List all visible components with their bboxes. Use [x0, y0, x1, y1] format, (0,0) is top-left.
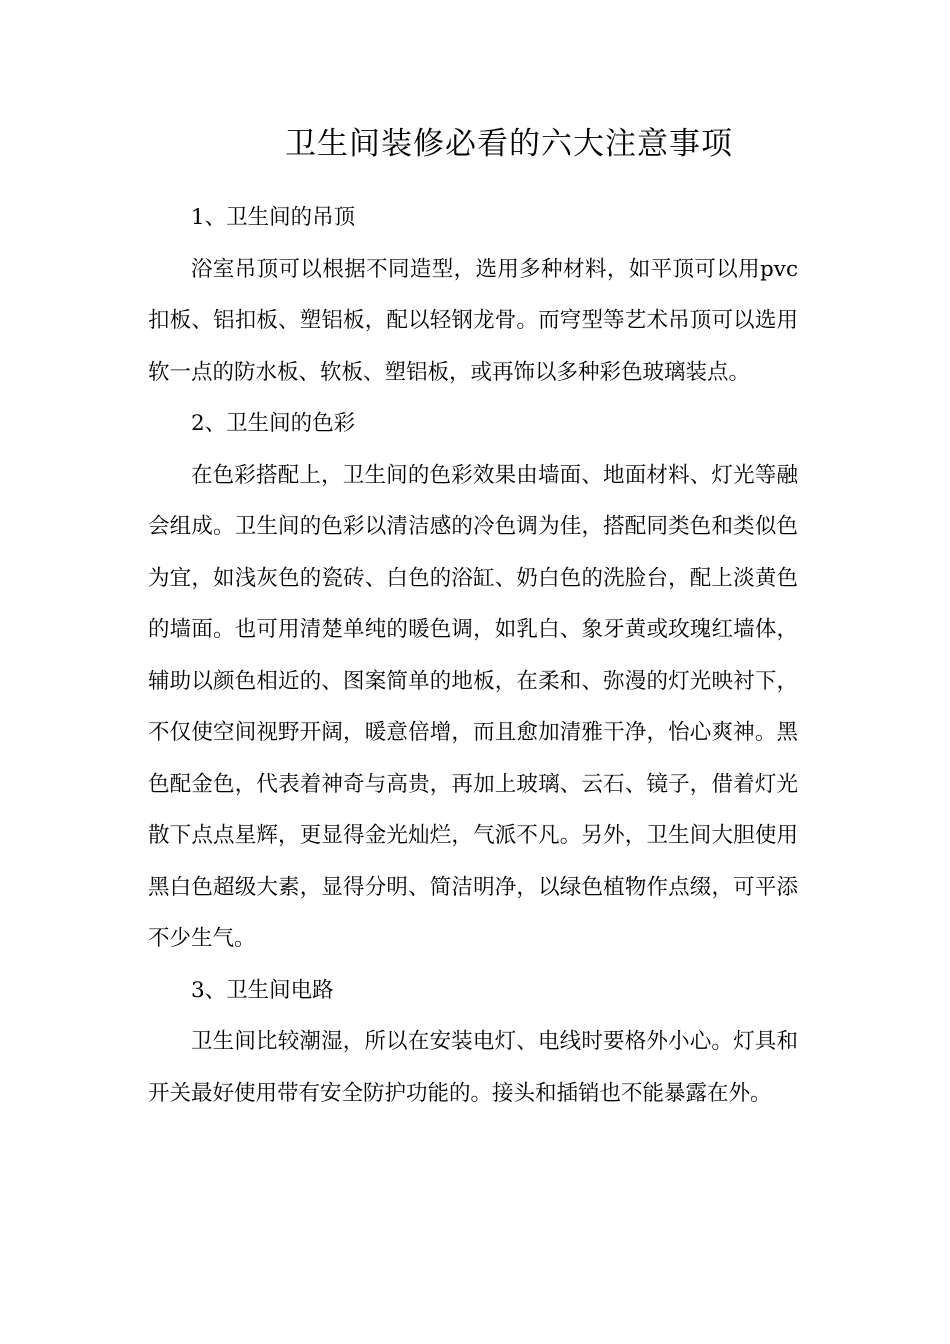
document-title: 卫生间装修必看的六大注意事项: [285, 126, 733, 162]
section-body-color: 在色彩搭配上，卫生间的色彩效果由墙面、地面材料、灯光等融会组成。卫生间的色彩以清洁感的冷色调为佳，搭配同类色和类似色为宜，如浅灰色的瓷砖、白色的浴缸、奶白色的洗脸台，配上淡黄色的墙面。也可用清楚单纯的暖色调，如乳白、象牙黄或玫瑰红墙体，辅助以颜色相近的、图案简单的地板，在柔和、弥漫的灯光映衬下，不仅使空间视野开阔，暖意倍增，而且愈加清雅干净，怡心爽神。黑色配金色，代表着神奇与高贵，再加上玻璃、云石、镜子，借着灯光散下点点星辉，更显得金光灿烂，气派不凡。另外，卫生间大胆使用黑白色超级大素，显得分明、简洁明净，以绿色植物作点缀，可平添不少生气。: [148, 462, 798, 951]
section-body-ceiling: 浴室吊顶可以根据不同造型，选用多种材料，如平顶可以用pvc扣板、铝扣板、塑铝板，配以轻钢龙骨。而穹型等艺术吊顶可以选用软一点的防水板、软板、塑铝板，或再饰以多种彩色玻璃装点。: [148, 256, 798, 385]
document-body: [148, 192, 798, 1119]
section-body-electrical: 卫生间比较潮湿，所以在安装电灯、电线时要格外小心。灯具和开关最好使用带有安全防护功能的。接头和插销也不能暴露在外。: [148, 1029, 798, 1106]
section-heading-electrical: 3、卫生间电路: [191, 977, 334, 1003]
section-heading-color: 2、卫生间的色彩: [191, 411, 356, 436]
section-heading-ceiling: 1、卫生间的吊顶: [191, 205, 356, 230]
